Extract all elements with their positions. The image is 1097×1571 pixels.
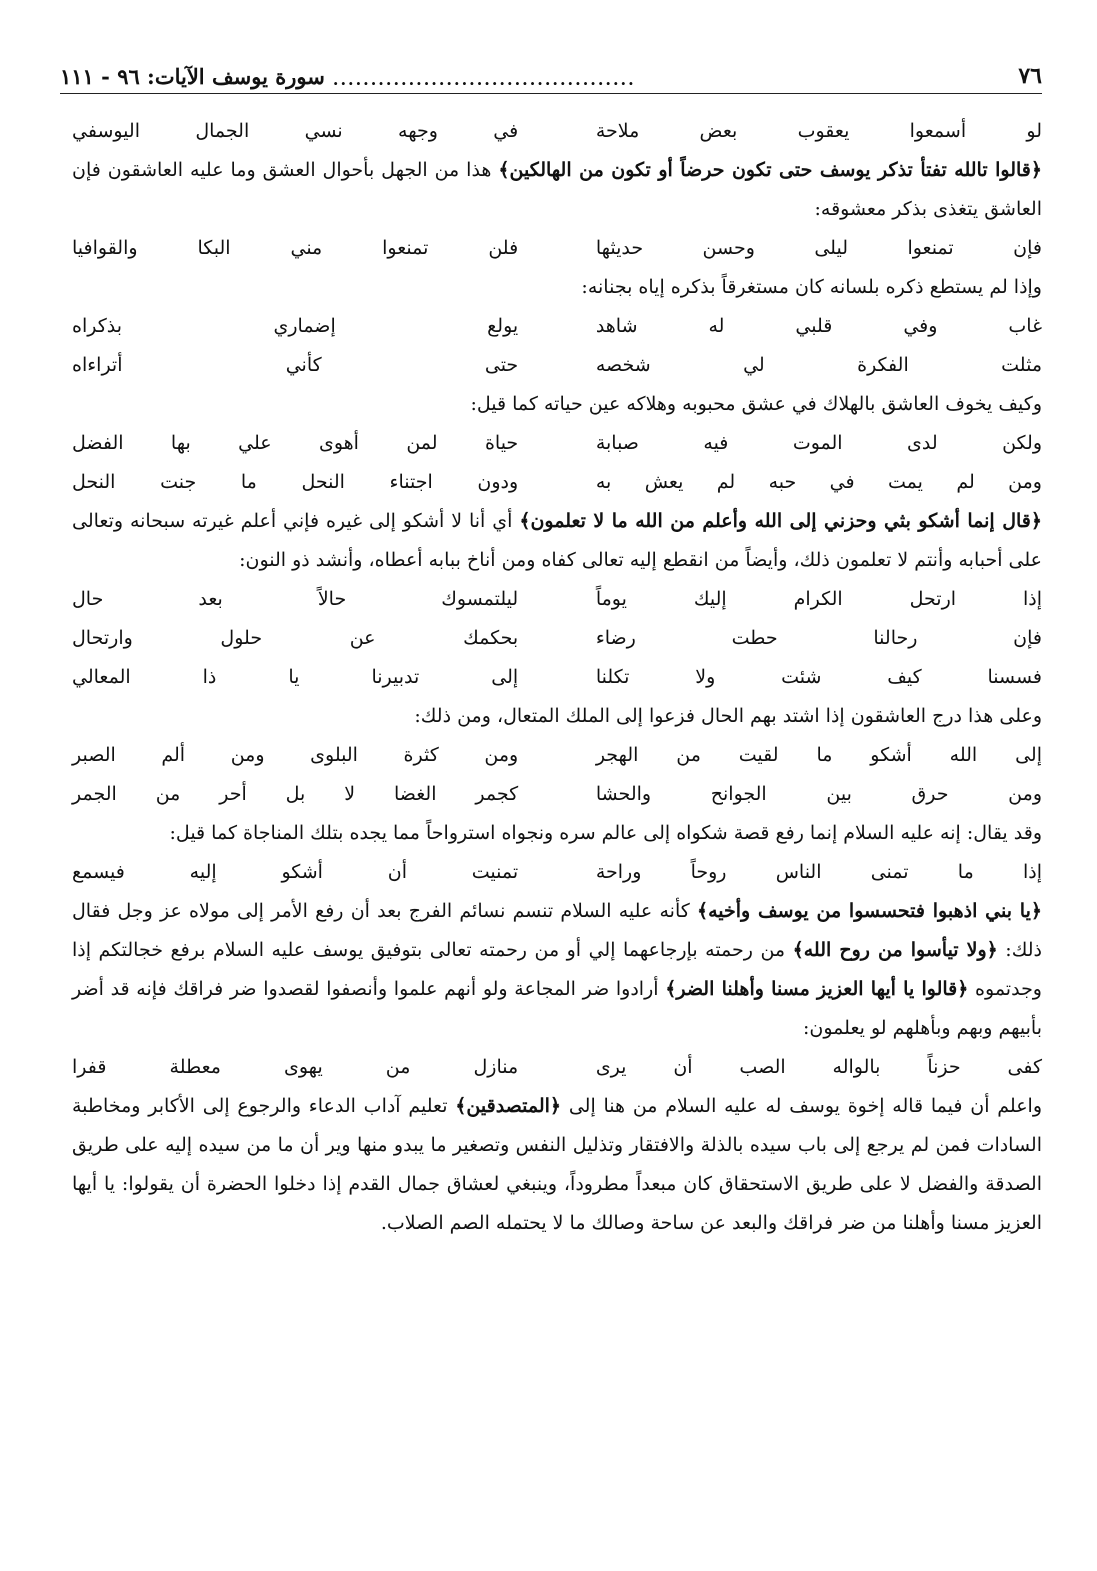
verse-line bbox=[72, 736, 1042, 775]
verse-second-hemistich: تمنيت أن أشكو إليه فيسمع bbox=[72, 861, 519, 883]
prose-paragraph bbox=[72, 151, 1042, 229]
commentary-text: أي أنا لا أشكو إلى غيره فإني أعلم غيرته سبحانه وتعالى على أحبابه وأنتم لا تعلمون ذلك، وأيضاً من انقطع إليه تعالى كفاه ومن أناخ ببابه أعطاه، وأنشد ذو النون: bbox=[72, 510, 1042, 571]
verse-second-hemistich: بحكمك عن حلول وارتحال bbox=[72, 627, 519, 649]
verse-line bbox=[72, 307, 1042, 346]
verse-first-hemistich: فسسنا كيف شئت ولا تكلنا bbox=[595, 666, 1042, 688]
verse-line bbox=[72, 463, 1042, 502]
page-body bbox=[72, 112, 1042, 1501]
running-title: سورة يوسف الآيات: ٩٦ - ١١١ bbox=[60, 64, 325, 89]
commentary-text: تعليم آداب الدعاء والرجوع إلى الأكابر ومخاطبة السادات فمن لم يرجع إلى باب سيده بالذلة والافتقار وتذليل النفس وتصغير ما يبدو منها وير أن ما من سيده إليه على طريق الصدقة والفضل لا على طريق الاستحقاق كان مبعداً مطروداً، وينبغي لعشاق جمال القدم إذا دخلوا الحضرة أن يقولوا: يا أيها العزيز مسنا وأهلنا من ضر فراقك والبعد عن ساحة وصالك ما لا يحتمله الصم الصلاب. bbox=[72, 1095, 1042, 1234]
verse-first-hemistich: ومن لم يمت في حبه لم يعش به bbox=[595, 471, 1042, 493]
commentary-text: من رحمته بإرجاعهما إلي أو من رحمته تعالى بتوفيق يوسف عليه السلام برفع خجالتكم إذا وجدتموه bbox=[72, 939, 1042, 1000]
leader-dots: ........................................ bbox=[332, 70, 636, 89]
verse-second-hemistich: يولع إضماري بذكراه bbox=[72, 315, 519, 337]
verse-first-hemistich: فإن تمنعوا ليلى وحسن حديثها bbox=[595, 237, 1042, 259]
quran-quote: ﴿قالوا يا أيها العزيز مسنا وأهلنا الضر﴾ bbox=[665, 978, 969, 1000]
quran-quote: ﴿قال إنما أشكو بثي وحزني إلى الله وأعلم من الله ما لا تعلمون﴾ bbox=[519, 510, 1042, 532]
verse-second-hemistich: حياة لمن أهوى علي بها الفضل bbox=[72, 432, 519, 454]
page-header bbox=[60, 54, 1042, 94]
verse-first-hemistich: ولكن لدى الموت فيه صبابة bbox=[595, 432, 1042, 454]
verse-line bbox=[72, 112, 1042, 151]
prose-paragraph: وقد يقال: إنه عليه السلام إنما رفع قصة شكواه إلى عالم سره ونجواه استرواحاً مما يجده بتلك المناجاة كما قيل: bbox=[169, 822, 1042, 844]
quran-quote: ﴿ولا تيأسوا من روح الله﴾ bbox=[792, 939, 998, 961]
verse-first-hemistich: ومن حرق بين الجوانح والحشا bbox=[595, 783, 1042, 805]
verse-first-hemistich: مثلت الفكرة لي شخصه bbox=[595, 354, 1042, 376]
verse-first-hemistich: فإن رحالنا حطت رضاء bbox=[595, 627, 1042, 649]
verse-line bbox=[72, 1048, 1042, 1087]
prose-paragraph: وكيف يخوف العاشق بالهلاك في عشق محبوبه وهلاكه عين حياته كما قيل: bbox=[470, 393, 1042, 415]
verse-second-hemistich: إلى تدبيرنا يا ذا المعالي bbox=[72, 666, 519, 688]
commentary-text: أرادوا ضر المجاعة ولو أنهم علموا وأنصفوا لقصدوا ضر فراقك فإنه قد أضر بأبيهم وبهم وبأهلهم لو يعلمون: bbox=[72, 978, 1042, 1039]
verse-line bbox=[72, 346, 1042, 385]
verse-second-hemistich: فلن تمنعوا مني البكا والقوافيا bbox=[72, 237, 519, 259]
running-title-group bbox=[60, 64, 636, 89]
verse-line bbox=[72, 229, 1042, 268]
prose-paragraph bbox=[72, 1087, 1042, 1243]
verse-first-hemistich: إلى الله أشكو ما لقيت من الهجر bbox=[595, 744, 1042, 766]
page-number: ٧٦ bbox=[1018, 63, 1042, 89]
verse-line bbox=[72, 775, 1042, 814]
quran-quote: ﴿المتصدقين﴾ bbox=[455, 1095, 562, 1117]
prose-paragraph bbox=[72, 502, 1042, 580]
verse-line bbox=[72, 424, 1042, 463]
verse-second-hemistich: كجمر الغضا لا بل أحر من الجمر bbox=[72, 783, 519, 805]
verse-line bbox=[72, 580, 1042, 619]
verse-second-hemistich: ليلتمسوك حالاً بعد حال bbox=[72, 588, 519, 610]
verse-first-hemistich: لو أسمعوا يعقوب بعض ملاحة bbox=[595, 120, 1042, 142]
verse-first-hemistich: إذا ارتحل الكرام إليك يوماً bbox=[595, 588, 1042, 610]
verse-line bbox=[72, 853, 1042, 892]
prose-paragraph: وعلى هذا درج العاشقون إذا اشتد بهم الحال فزعوا إلى الملك المتعال، ومن ذلك: bbox=[414, 705, 1042, 727]
prose-paragraph bbox=[72, 892, 1042, 1048]
prose-paragraph: وإذا لم يستطع ذكره بلسانه كان مستغرقاً بذكره إياه بجنانه: bbox=[581, 276, 1042, 298]
verse-second-hemistich: منازل من يهوى معطلة قفرا bbox=[72, 1056, 519, 1078]
verse-second-hemistich: في وجهه نسي الجمال اليوسفي bbox=[72, 120, 519, 142]
verse-second-hemistich: ودون اجتناء النحل ما جنت النحل bbox=[72, 471, 519, 493]
verse-first-hemistich: غاب وفي قلبي له شاهد bbox=[595, 315, 1042, 337]
commentary-text: واعلم أن فيما قاله إخوة يوسف له عليه السلام من هنا إلى bbox=[561, 1095, 1042, 1117]
verse-line bbox=[72, 619, 1042, 658]
commentary-text: هذا من الجهل بأحوال العشق وما عليه العاشقون فإن العاشق يتغذى بذكر معشوقه: bbox=[72, 159, 1042, 220]
commentary-text: كأنه عليه السلام تنسم نسائم الفرج بعد أن رفع الأمر إلى مولاه عز وجل فقال ذلك: bbox=[72, 900, 1042, 961]
verse-first-hemistich: إذا ما تمنى الناس روحاً وراحة bbox=[595, 861, 1042, 883]
verse-second-hemistich: ومن كثرة البلوى ومن ألم الصبر bbox=[72, 744, 519, 766]
quran-quote: ﴿يا بني اذهبوا فتحسسوا من يوسف وأخيه﴾ bbox=[696, 900, 1042, 922]
verse-first-hemistich: كفى حزناً بالواله الصب أن يرى bbox=[595, 1056, 1042, 1078]
verse-second-hemistich: حتى كأني أتراءاه bbox=[72, 354, 519, 376]
quran-quote: ﴿قالوا تالله تفتأ تذكر يوسف حتى تكون حرضاً أو تكون من الهالكين﴾ bbox=[498, 159, 1043, 181]
verse-line bbox=[72, 658, 1042, 697]
